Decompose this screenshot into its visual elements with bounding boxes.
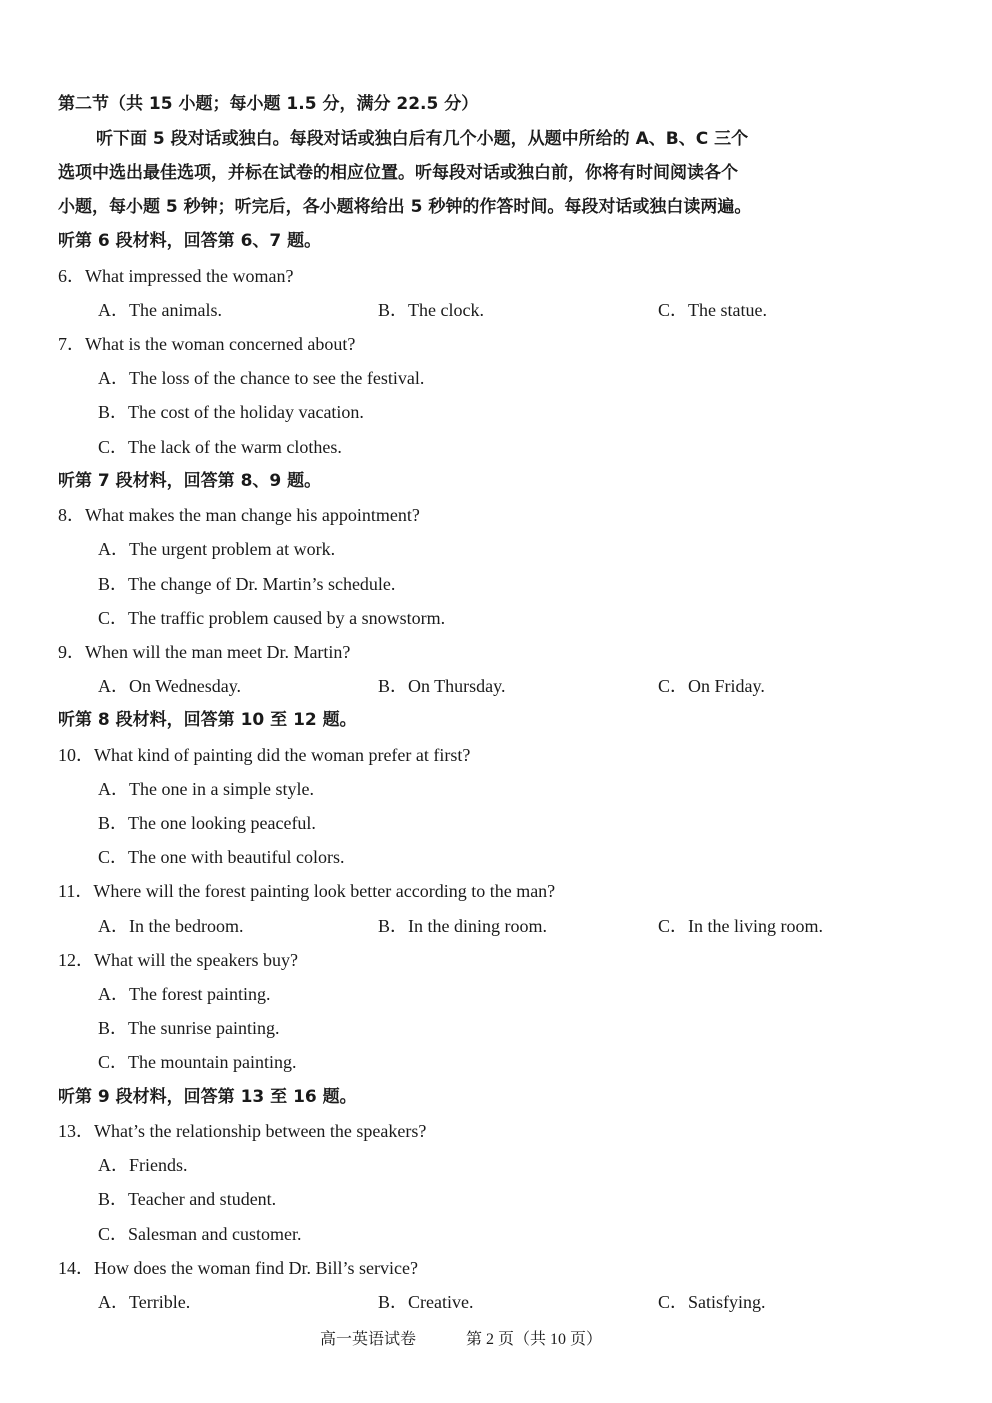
option: C．The statue. xyxy=(658,300,767,320)
option: A．Terrible. xyxy=(98,1292,191,1312)
option: B．In the dining room. xyxy=(378,916,547,936)
footer-page-number: 第 2 页（共 10 页） xyxy=(466,1331,603,1348)
question-stem: 10．What kind of painting did the woman prefer at first? xyxy=(58,745,471,765)
option: A．The loss of the chance to see the festival. xyxy=(98,368,425,388)
question-stem: 13．What’s the relationship between the speakers? xyxy=(58,1121,427,1141)
question-stem: 9．When will the man meet Dr. Martin? xyxy=(58,642,351,662)
option: C．In the living room. xyxy=(658,916,823,936)
question-stem: 7．What is the woman concerned about? xyxy=(58,334,356,354)
question-stem: 6．What impressed the woman? xyxy=(58,266,294,286)
option: A．In the bedroom. xyxy=(98,916,244,936)
question-stem: 11．Where will the forest painting look better according to the man? xyxy=(58,881,556,901)
option: B．The change of Dr. Martin’s schedule. xyxy=(98,574,396,594)
option: B．On Thursday. xyxy=(378,676,506,696)
question-stem: 14．How does the woman find Dr. Bill’s service? xyxy=(58,1258,418,1278)
option: B．The clock. xyxy=(378,300,484,320)
question-stem: 8．What makes the man change his appointment? xyxy=(58,505,420,525)
option: A．The animals. xyxy=(98,300,222,320)
option: A．The urgent problem at work. xyxy=(98,539,336,559)
instruction-line-2: 选项中选出最佳选项，并标在试卷的相应位置。听每段对话或独白前，你将有时间阅读各个 xyxy=(58,163,738,183)
instruction-line-3: 小题，每小题 5 秒钟；听完后，各小题将给出 5 秒钟的作答时间。每段对话或独白读两遍。 xyxy=(58,197,752,217)
group-heading: 听第 6 段材料，回答第 6、7 题。 xyxy=(58,231,322,251)
section-header: 第二节（共 15 小题；每小题 1.5 分，满分 22.5 分） xyxy=(58,94,479,114)
group-heading: 听第 7 段材料，回答第 8、9 题。 xyxy=(58,471,322,491)
question-stem: 12．What will the speakers buy? xyxy=(58,950,298,970)
option: A．Friends. xyxy=(98,1155,188,1175)
footer-exam-title: 高一英语试卷 xyxy=(320,1331,417,1348)
option: C．The one with beautiful colors. xyxy=(98,847,345,867)
group-heading: 听第 9 段材料，回答第 13 至 16 题。 xyxy=(58,1087,357,1107)
instruction-line-1: 听下面 5 段对话或独白。每段对话或独白后有几个小题，从题中所给的 A、B、C 三个 xyxy=(96,129,749,149)
option: A．The one in a simple style. xyxy=(98,779,314,799)
option: A．On Wednesday. xyxy=(98,676,242,696)
option: C．On Friday. xyxy=(658,676,765,696)
option: C．Salesman and customer. xyxy=(98,1224,302,1244)
option: B．The sunrise painting. xyxy=(98,1018,280,1038)
option: B．The cost of the holiday vacation. xyxy=(98,402,364,422)
group-heading: 听第 8 段材料，回答第 10 至 12 题。 xyxy=(58,710,357,730)
option: B．Creative. xyxy=(378,1292,474,1312)
option: C．Satisfying. xyxy=(658,1292,766,1312)
option: C．The traffic problem caused by a snowstorm. xyxy=(98,608,446,628)
option: B．The one looking peaceful. xyxy=(98,813,316,833)
option: C．The lack of the warm clothes. xyxy=(98,437,342,457)
option: C．The mountain painting. xyxy=(98,1052,297,1072)
option: A．The forest painting. xyxy=(98,984,271,1004)
option: B．Teacher and student. xyxy=(98,1189,277,1209)
